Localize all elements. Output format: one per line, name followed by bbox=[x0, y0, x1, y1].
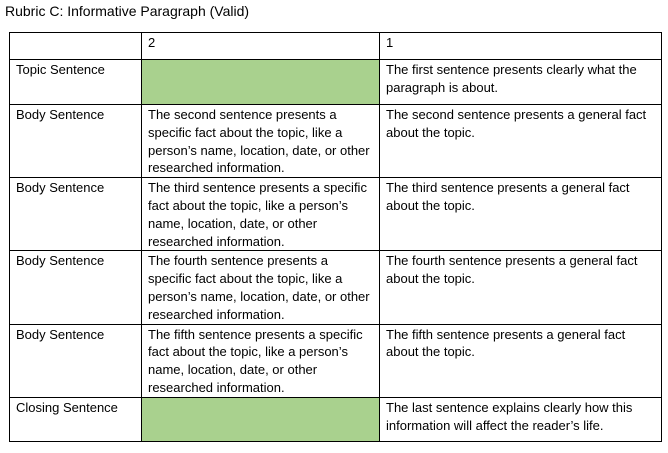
rubric-caption: Rubric C: Informative Paragraph (Valid) bbox=[5, 3, 250, 19]
score-2-cell: The second sentence presents a specific fact about the topic, like a person’s name, location, date, or other researched information. bbox=[142, 105, 380, 178]
score-2-cell: The third sentence presents a specific fact about the topic, like a person’s name, location, date, or other researched information. bbox=[142, 178, 380, 251]
criterion-cell: Topic Sentence bbox=[10, 60, 142, 105]
table-row bbox=[10, 397, 662, 441]
criterion-cell: Body Sentence bbox=[10, 251, 142, 324]
header-cell-criterion bbox=[10, 33, 142, 60]
score-2-cell-filled bbox=[142, 60, 380, 105]
score-2-cell-filled bbox=[142, 397, 380, 441]
criterion-cell: Body Sentence bbox=[10, 105, 142, 178]
score-2-cell: The fifth sentence presents a specific fact about the topic, like a person’s name, location, date, or other researched information. bbox=[142, 324, 380, 397]
rubric-table bbox=[9, 32, 662, 442]
header-cell-score-2: 2 bbox=[142, 33, 380, 60]
score-1-cell: The first sentence presents clearly what the paragraph is about. bbox=[380, 60, 662, 105]
criterion-cell: Body Sentence bbox=[10, 178, 142, 251]
score-1-cell: The third sentence presents a general fact about the topic. bbox=[380, 178, 662, 251]
table-row bbox=[10, 60, 662, 105]
table-header-row bbox=[10, 33, 662, 60]
table-row bbox=[10, 178, 662, 251]
score-1-cell: The fifth sentence presents a general fact about the topic. bbox=[380, 324, 662, 397]
score-1-cell: The second sentence presents a general fact about the topic. bbox=[380, 105, 662, 178]
score-2-cell: The fourth sentence presents a specific fact about the topic, like a person’s name, location, date, or other researched information. bbox=[142, 251, 380, 324]
criterion-cell: Body Sentence bbox=[10, 324, 142, 397]
table-row bbox=[10, 251, 662, 324]
criterion-cell: Closing Sentence bbox=[10, 397, 142, 441]
table-row bbox=[10, 324, 662, 397]
score-1-cell: The fourth sentence presents a general fact about the topic. bbox=[380, 251, 662, 324]
header-cell-score-1: 1 bbox=[380, 33, 662, 60]
score-1-cell: The last sentence explains clearly how this information will affect the reader’s life. bbox=[380, 397, 662, 441]
table-row bbox=[10, 105, 662, 178]
